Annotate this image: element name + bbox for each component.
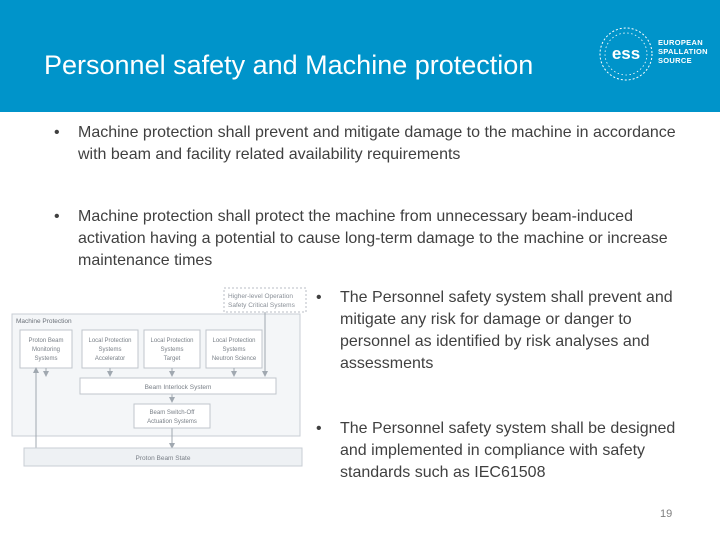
svg-text:Local Protection: Local Protection <box>88 338 132 344</box>
ess-logo-mark-icon <box>596 22 656 86</box>
svg-text:Local Protection: Local Protection <box>212 338 256 344</box>
bullet-text: Machine protection shall protect the machine from unnecessary beam-induced activation having a potential to cause long-term damage to the machine or increase maintenance times <box>78 208 668 269</box>
local-protection-accelerator-box <box>82 330 138 368</box>
beam-interlock-system-box <box>80 378 276 394</box>
svg-text:Systems: Systems <box>222 347 246 353</box>
ess-logo <box>596 22 708 86</box>
proton-beam-monitoring-box <box>20 330 72 368</box>
svg-text:Beam Interlock System: Beam Interlock System <box>144 384 212 391</box>
svg-text:Target: Target <box>163 356 181 362</box>
svg-text:Systems: Systems <box>98 347 122 353</box>
slide-title: Personnel safety and Machine protection <box>44 50 534 80</box>
bullet-text: Machine protection shall prevent and mitigate damage to the machine in accordance with beam and facility related availability requirements <box>78 124 676 163</box>
machine-protection-diagram <box>10 286 310 472</box>
page-number: 19 <box>660 508 673 520</box>
svg-text:Proton Beam: Proton Beam <box>28 338 64 344</box>
safety-critical-systems-box <box>224 288 306 312</box>
svg-text:Systems: Systems <box>34 356 58 362</box>
ess-logo-mark: ess <box>611 44 641 63</box>
logo-line-2: SPALLATION <box>658 47 708 56</box>
svg-text:Actuation Systems: Actuation Systems <box>147 419 197 425</box>
logo-line-3: SOURCE <box>658 56 692 65</box>
bullet-text: The Personnel safety system shall be designed and implemented in compliance with safety standards such as IEC61508 <box>340 420 676 481</box>
ess-logo-wordmark <box>658 38 708 65</box>
bullet-marker: • <box>54 124 60 141</box>
proton-beam-state-bar <box>24 448 302 466</box>
logo-line-1: EUROPEAN <box>658 38 703 47</box>
beam-switch-off-box <box>134 404 210 428</box>
svg-text:Local Protection: Local Protection <box>150 338 194 344</box>
svg-text:Beam Switch-Off: Beam Switch-Off <box>149 410 195 416</box>
bullet-marker: • <box>316 289 322 306</box>
machine-protection-label: Machine Protection <box>16 318 72 325</box>
local-protection-neutron-science-box <box>206 330 262 368</box>
svg-text:Monitoring: Monitoring <box>31 347 61 353</box>
safety-systems-line-2: Safety Critical Systems <box>228 302 295 309</box>
title-bar <box>0 0 720 112</box>
bullet-marker: • <box>54 208 60 225</box>
svg-text:Systems: Systems <box>160 347 184 353</box>
local-protection-target-box <box>144 330 200 368</box>
bullet-text: The Personnel safety system shall prevent and mitigate any risk for damage or danger to personnel as identified by risk analyses and assessments <box>340 289 673 372</box>
bullet-marker: • <box>316 420 322 437</box>
svg-text:Accelerator: Accelerator <box>94 356 126 362</box>
svg-text:Neutron Science: Neutron Science <box>211 356 257 362</box>
svg-text:Proton Beam State: Proton Beam State <box>135 455 191 462</box>
safety-systems-line-1: Higher-level Operation <box>228 293 294 300</box>
